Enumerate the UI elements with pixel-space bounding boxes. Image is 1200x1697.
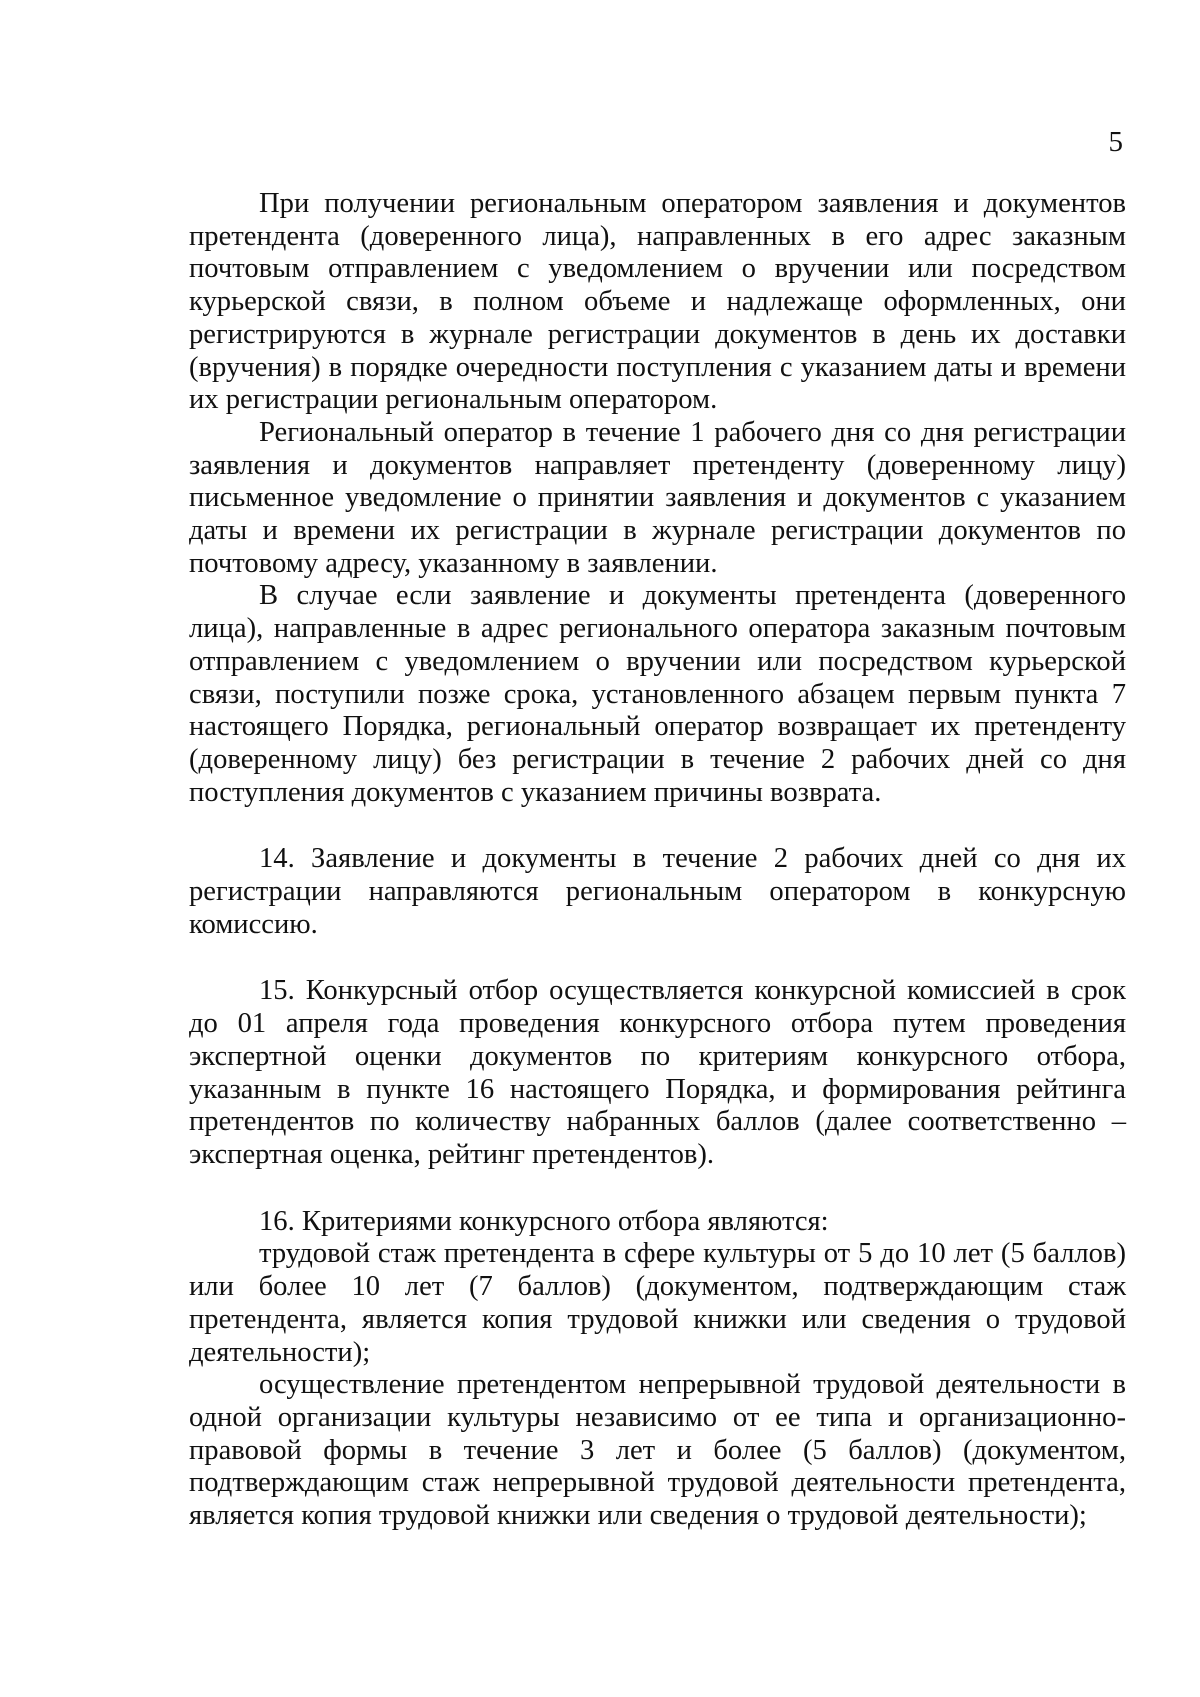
paragraph-item-14: 14. Заявление и документы в течение 2 рабочих дней со дня их регистрации направляются региональным оператором в конкурсную комиссию.	[189, 843, 1126, 940]
document-body	[189, 188, 1126, 1533]
paragraph-notification: Региональный оператор в течение 1 рабочего дня со дня регистрации заявления и документов направляет претенденту (доверенному лицу) письменное уведомление о принятии заявления и документов с указанием даты и времени их регистрации в журнале регистрации документов по почтовому адресу, указанному в заявлении.	[189, 416, 1126, 579]
page-number: 5	[1108, 126, 1123, 158]
paragraph-criterion-work-experience: трудовой стаж претендента в сфере культуры от 5 до 10 лет (5 баллов) или более 10 лет (7 баллов) (документом, подтверждающим стаж претендента, является копия трудовой книжки или сведения о трудовой деятельности);	[189, 1238, 1126, 1368]
paragraph-item-16: 16. Критериями конкурсного отбора являются:	[259, 1205, 829, 1237]
paragraph-late-submission: В случае если заявление и документы претендента (доверенного лица), направленные в адрес регионального оператора заказным почтовым отправлением с уведомлением о вручении или посредством курьерской связи, поступили позже срока, установленного абзацем первым пункта 7 настоящего Порядка, региональный оператор возвращает их претенденту (доверенному лицу) без регистрации в течение 2 рабочих дней со дня поступления документов с указанием причины возврата.	[189, 580, 1126, 808]
paragraph-criterion-continuous-work: осуществление претендентом непрерывной трудовой деятельности в одной организации культуры независимо от ее типа и организационно-правовой формы в течение 3 лет и более (5 баллов) (документом, подтверждающим стаж непрерывной трудовой деятельности претендента, является копия трудовой книжки или сведения о трудовой деятельности);	[189, 1369, 1126, 1532]
paragraph-registration: При получении региональным оператором заявления и документов претендента (доверенного лица), направленных в его адрес заказным почтовым отправлением с уведомлением о вручении или посредством курьерской связи, в полном объеме и надлежаще оформленных, они регистрируются в журнале регистрации документов в день их доставки (вручения) в порядке очередности поступления с указанием даты и времени их регистрации региональным оператором.	[189, 188, 1126, 416]
paragraph-item-15: 15. Конкурсный отбор осуществляется конкурсной комиссией в срок до 01 апреля года проведения конкурсного отбора путем проведения экспертной оценки документов по критериям конкурсного отбора, указанным в пункте 16 настоящего Порядка, и формирования рейтинга претендентов по количеству набранных баллов (далее соответственно – экспертная оценка, рейтинг претендентов).	[189, 975, 1126, 1170]
